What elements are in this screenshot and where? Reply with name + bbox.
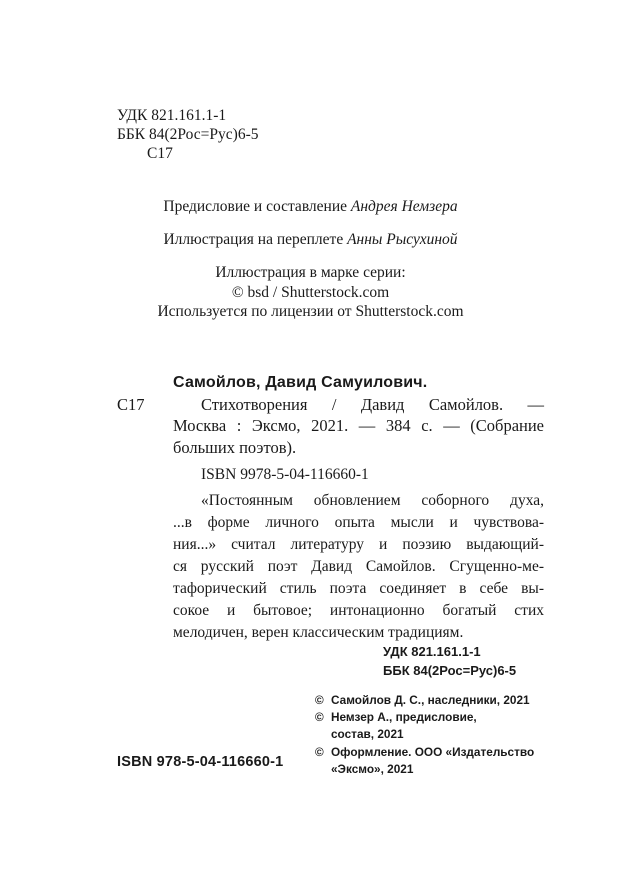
catalog-author-code: С17 xyxy=(117,395,145,414)
catalog-entry xyxy=(173,372,544,458)
copyright-line: состав, 2021 xyxy=(331,727,404,742)
copyright-block xyxy=(315,692,555,778)
classification-bottom xyxy=(383,642,516,680)
cover-name: Анны Рысухиной xyxy=(347,231,458,248)
series-line-1: Иллюстрация в марке серии: xyxy=(215,264,406,281)
catalog-isbn: ISBN 9978-5-04-116660-1 xyxy=(201,466,369,483)
copyright-line: Немзер А., предисловие, xyxy=(331,710,477,725)
catalog-line-1: Стихотворения / Давид Самойлов. — xyxy=(201,394,544,414)
udk-code-bottom: УДК 821.161.1-1 xyxy=(383,644,481,659)
catalog-line-3: больших поэтов). xyxy=(173,437,297,457)
author-code: С17 xyxy=(147,145,173,162)
catalog-line-2: Москва : Эксмо, 2021. — 384 с. — (Собрание xyxy=(173,416,544,435)
annotation-line: тафорический стиль поэта соединяет в себе вы- xyxy=(173,580,544,597)
annotation-line: ...в форме личного опыта мысли и чувствова- xyxy=(173,514,544,531)
annotation-line: ся русский поэт Давид Самойлов. Сгущенно-ме- xyxy=(173,558,544,575)
copyright-line: Оформление. ООО «Издательство xyxy=(331,744,535,759)
bbk-code: ББК 84(2Рос=Рус)6-5 xyxy=(117,126,259,143)
copyright-design xyxy=(315,744,555,778)
copyright-line: Самойлов Д. С., наследники, 2021 xyxy=(331,693,530,707)
series-line-3: Используется по лицензии от Shutterstock.com xyxy=(157,303,464,320)
series-line-2: © bsd / Shutterstock.com xyxy=(231,283,390,301)
annotation-line: ния...» считал литературу и поэзию выдающий- xyxy=(173,536,544,553)
copyright-symbol: © xyxy=(315,710,324,725)
udk-code: УДК 821.161.1-1 xyxy=(117,107,227,124)
annotation-line: «Постоянным обновлением соборного духа, xyxy=(201,492,544,509)
bbk-code-bottom: ББК 84(2Рос=Рус)6-5 xyxy=(383,663,517,678)
cover-credit xyxy=(0,230,621,250)
classification-block xyxy=(117,106,259,163)
copyright-symbol: © xyxy=(315,693,324,707)
copyright-symbol: © xyxy=(315,744,324,759)
foreword-credit xyxy=(0,197,621,217)
foreword-prefix: Предисловие и составление xyxy=(163,198,348,215)
annotation-line: сокое и бытовое; интонационно богатый стих xyxy=(173,602,544,619)
isbn-main: ISBN 978-5-04-116660-1 xyxy=(117,754,284,770)
series-credit xyxy=(0,263,621,322)
catalog-author: Самойлов, Давид Самуилович. xyxy=(173,374,428,391)
foreword-name: Андрея Немзера xyxy=(350,198,458,215)
copyright-foreword xyxy=(315,709,555,743)
cover-prefix: Иллюстрация на переплете xyxy=(163,231,344,248)
annotation-line: мелодичен, верен классическим традициям. xyxy=(173,624,464,641)
annotation xyxy=(173,490,544,644)
copyright-author xyxy=(315,692,555,709)
copyright-line: «Эксмо», 2021 xyxy=(331,761,414,776)
